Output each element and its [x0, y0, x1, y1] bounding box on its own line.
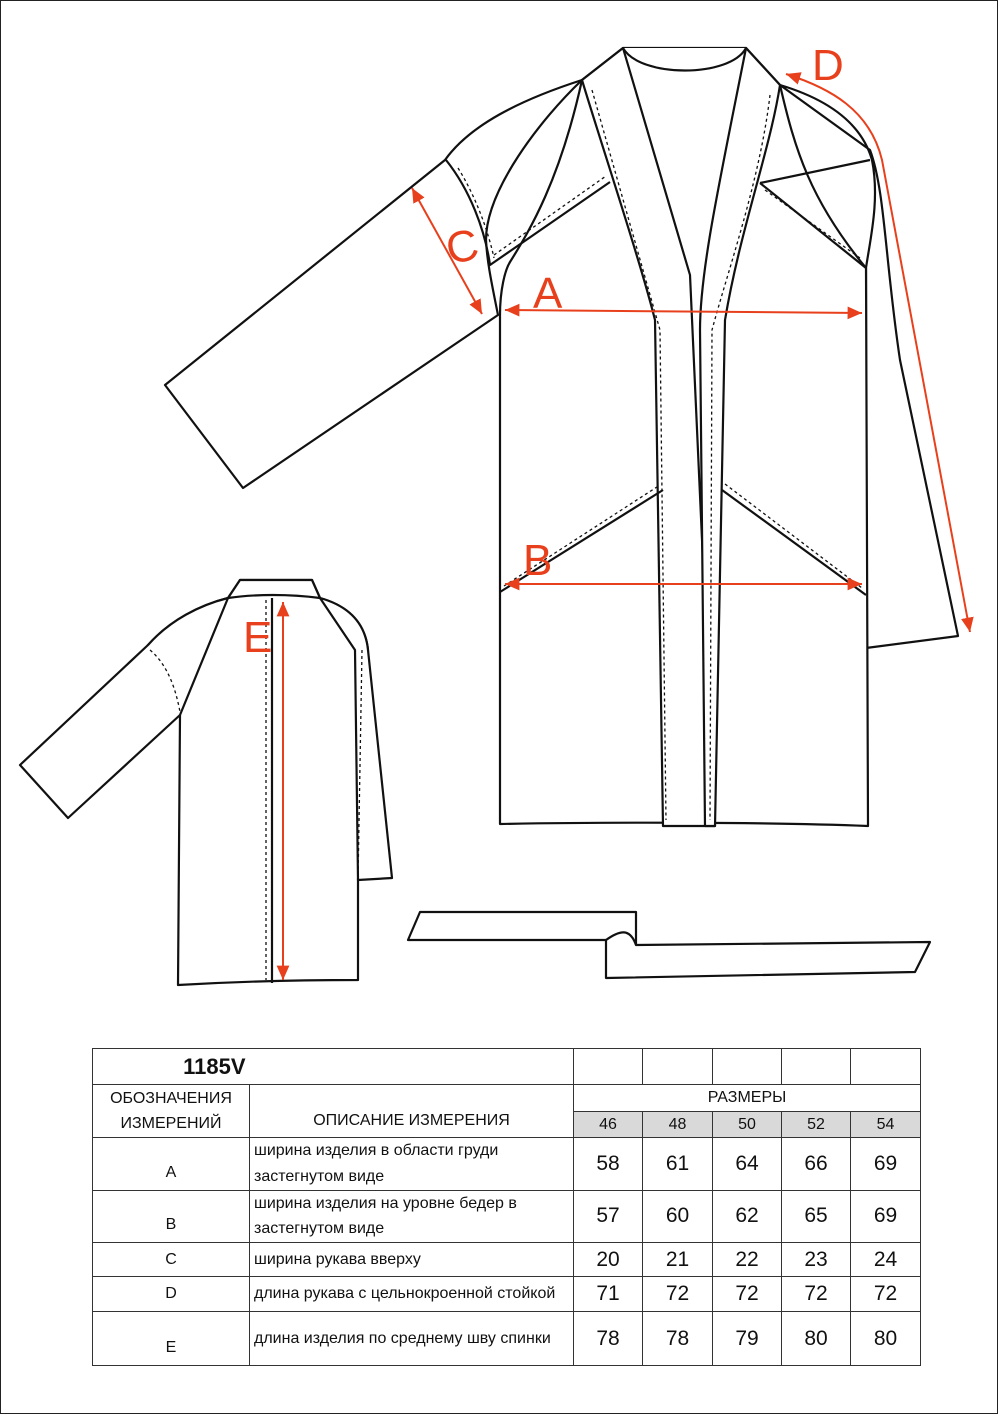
size-header: 48 [643, 1111, 713, 1138]
row-value: 24 [851, 1242, 921, 1277]
row-description: длина рукава с цельнокроенной стойкой [250, 1277, 574, 1312]
row-value: 78 [574, 1311, 643, 1365]
row-value: 20 [574, 1242, 643, 1277]
size-table [92, 1048, 921, 1366]
model-number: 1185V [93, 1049, 250, 1085]
row-value: 62 [713, 1190, 782, 1242]
size-header: 46 [574, 1111, 643, 1138]
row-value: 22 [713, 1242, 782, 1277]
table-header-row-1 [93, 1085, 921, 1112]
row-description: длина изделия по среднему шву спинки [250, 1311, 574, 1365]
belt-shape [408, 912, 930, 978]
table-row [93, 1190, 921, 1242]
row-value: 64 [713, 1138, 782, 1190]
belt [408, 912, 930, 978]
row-value: 72 [713, 1277, 782, 1312]
col-description-header: ОПИСАНИЕ ИЗМЕРЕНИЯ [250, 1085, 574, 1138]
row-value: 69 [851, 1190, 921, 1242]
row-code: A [93, 1138, 250, 1190]
table-row [93, 1311, 921, 1365]
back-collar [228, 580, 320, 598]
row-code: B [93, 1190, 250, 1242]
row-value: 57 [574, 1190, 643, 1242]
row-value: 72 [643, 1277, 713, 1312]
measure-label-b: B [523, 536, 553, 585]
size-header: 52 [782, 1111, 851, 1138]
measure-label-c: C [441, 219, 483, 275]
measure-label-d: D [812, 41, 844, 90]
sizes-header: РАЗМЕРЫ [574, 1085, 921, 1112]
row-value: 71 [574, 1277, 643, 1312]
table-model-row [93, 1049, 921, 1085]
row-value: 80 [851, 1311, 921, 1365]
row-value: 23 [782, 1242, 851, 1277]
row-value: 80 [782, 1311, 851, 1365]
row-description: ширина рукава вверху [250, 1242, 574, 1277]
row-code: C [93, 1242, 250, 1277]
table-row [93, 1277, 921, 1312]
size-header: 54 [851, 1111, 921, 1138]
row-value: 61 [643, 1138, 713, 1190]
size-header: 50 [713, 1111, 782, 1138]
measure-label-e: E [243, 613, 273, 662]
row-value: 65 [782, 1190, 851, 1242]
col-designation-header: ОБОЗНАЧЕНИЯ ИЗМЕРЕНИЙ [93, 1085, 250, 1138]
back-view [20, 580, 392, 985]
row-description: ширина изделия в области груди застегнутом виде [250, 1138, 574, 1190]
row-value: 79 [713, 1311, 782, 1365]
row-value: 21 [643, 1242, 713, 1277]
row-description: ширина изделия на уровне бедер в застегнутом виде [250, 1190, 574, 1242]
row-value: 60 [643, 1190, 713, 1242]
row-value: 72 [851, 1277, 921, 1312]
measure-label-a: A [533, 269, 563, 318]
table-row [93, 1242, 921, 1277]
row-value: 78 [643, 1311, 713, 1365]
row-value: 69 [851, 1138, 921, 1190]
row-value: 58 [574, 1138, 643, 1190]
row-value: 72 [782, 1277, 851, 1312]
row-code: E [93, 1311, 250, 1365]
row-value: 66 [782, 1138, 851, 1190]
row-code: D [93, 1277, 250, 1312]
table-row [93, 1138, 921, 1190]
